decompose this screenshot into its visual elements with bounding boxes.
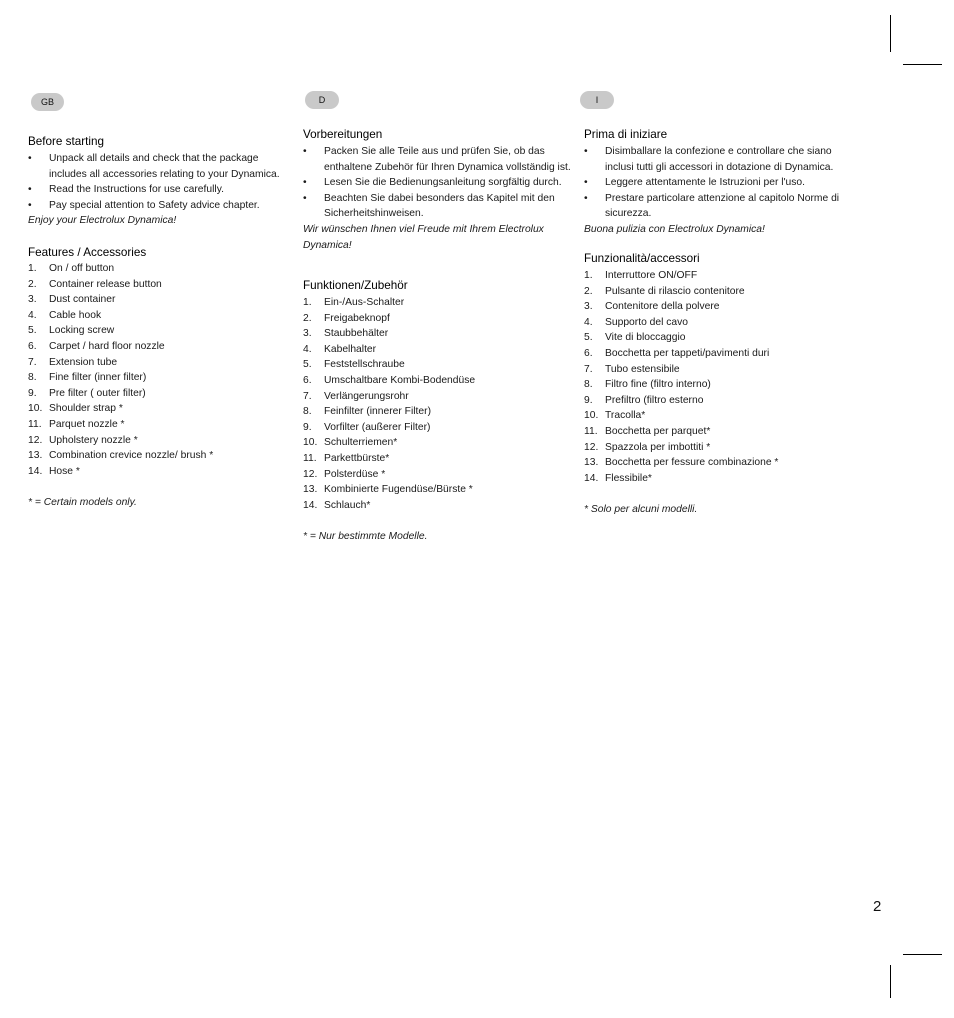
list-item: 3. Contenitore della polvere: [584, 301, 720, 313]
list-item: 4. Supporto del cavo: [584, 316, 689, 328]
list-item: 2. Freigabeknopf: [303, 312, 390, 324]
list-item: 9. Pre filter ( outer filter): [28, 387, 146, 399]
bullet-item: • Packen Sie alle Teile aus und prüfen Sie, ob das enthaltene Zubehör für Ihren Dynamica vollständig ist.: [303, 146, 571, 173]
bullet-item: • Lesen Sie die Bedienungsanleitung sorgfältig durch.: [303, 177, 562, 189]
enjoy-note: Enjoy your Electrolux Dynamica!: [28, 215, 177, 227]
enjoy-note: Wir wünschen Ihnen viel Freude mit Ihrem Electrolux Dynamica!: [303, 223, 544, 251]
list-item: 4. Cable hook: [28, 309, 102, 321]
bullet-item: • Unpack all details and check that the package includes all accessories relating to your Dynamica.: [28, 153, 280, 180]
before-starting-heading: Before starting: [28, 135, 105, 148]
features-heading: Features / Accessories: [28, 246, 147, 259]
list-item: 4. Kabelhalter: [303, 343, 377, 355]
list-item: 10. Shoulder strap *: [28, 403, 123, 415]
list-item: 3. Staubbehälter: [303, 328, 389, 340]
before-starting-list: [28, 151, 298, 229]
language-badge-d: D: [305, 91, 339, 109]
before-starting-list: [303, 144, 573, 253]
before-starting-list: [584, 144, 854, 238]
list-item: 11. Bocchetta per parquet*: [584, 425, 711, 437]
list-item: 6. Bocchetta per tappeti/pavimenti duri: [584, 347, 770, 359]
list-item: 2. Pulsante di rilascio contenitore: [584, 285, 745, 297]
list-item: 9. Prefiltro (filtro esterno: [584, 394, 704, 406]
features-heading: Funzionalità/accessori: [584, 252, 700, 265]
list-item: 5. Vite di bloccaggio: [584, 332, 686, 344]
crop-mark: [890, 15, 891, 52]
bullet-item: • Disimballare la confezione e controllare che siano inclusi tutti gli accessori in dotazione di Dynamica.: [584, 146, 834, 173]
enjoy-note: Buona pulizia con Electrolux Dynamica!: [584, 223, 765, 235]
crop-mark: [903, 954, 942, 955]
features-list: [28, 261, 298, 479]
list-item: 5. Locking screw: [28, 325, 115, 337]
bullet-item: • Pay special attention to Safety advice chapter.: [28, 199, 260, 211]
before-starting-heading: Vorbereitungen: [303, 128, 383, 141]
list-item: 6. Umschaltbare Kombi-Bodendüse: [303, 374, 476, 386]
list-item: 6. Carpet / hard floor nozzle: [28, 340, 165, 352]
list-item: 11. Parkettbürste*: [303, 452, 390, 464]
list-item: 14. Flessibile*: [584, 472, 652, 484]
before-starting-heading: Prima di iniziare: [584, 128, 668, 141]
list-item: 7. Verlängerungsrohr: [303, 390, 409, 402]
list-item: 1. On / off button: [28, 263, 115, 274]
list-item: 14. Schlauch*: [303, 499, 371, 511]
list-item: 13. Kombinierte Fugendüse/Bürste *: [303, 484, 473, 496]
list-item: 8. Feinfilter (innerer Filter): [303, 406, 431, 418]
features-heading: Funktionen/Zubehör: [303, 279, 408, 292]
list-item: 8. Filtro fine (filtro interno): [584, 379, 711, 391]
list-item: 14. Hose *: [28, 465, 80, 477]
bullet-item: • Prestare particolare attenzione al capitolo Norme di sicurezza.: [584, 192, 840, 220]
list-item: 11. Parquet nozzle *: [28, 418, 125, 430]
list-item: 12. Spazzola per imbottiti *: [584, 441, 711, 453]
list-item: 5. Feststellschraube: [303, 359, 405, 371]
language-badge-i: I: [580, 91, 614, 109]
features-list: [584, 268, 854, 486]
features-list: [303, 295, 573, 513]
models-note: * Solo per alcuni modelli.: [584, 504, 698, 515]
models-note: * = Nur bestimmte Modelle.: [303, 531, 428, 542]
list-item: 1. Ein-/Aus-Schalter: [303, 297, 405, 308]
list-item: 9. Vorfilter (außerer Filter): [303, 421, 431, 433]
bullet-item: • Beachten Sie dabei besonders das Kapitel mit den Sicherheitshinweisen.: [303, 192, 555, 220]
crop-mark: [890, 965, 891, 998]
list-item: 8. Fine filter (inner filter): [28, 372, 147, 384]
list-item: 13. Combination crevice nozzle/ brush *: [28, 450, 214, 462]
list-item: 13. Bocchetta per fessure combinazione *: [584, 457, 779, 469]
page-number: 2: [873, 898, 882, 915]
list-item: 12. Polsterdüse *: [303, 468, 386, 480]
list-item: 7. Tubo estensibile: [584, 363, 680, 375]
list-item: 10. Tracolla*: [584, 410, 646, 422]
bullet-item: • Leggere attentamente le Istruzioni per l'uso.: [584, 177, 806, 189]
list-item: 3. Dust container: [28, 294, 116, 306]
list-item: 10. Schulterriemen*: [303, 437, 398, 449]
list-item: 12. Upholstery nozzle *: [28, 434, 138, 446]
language-badge-gb: GB: [31, 93, 64, 111]
crop-mark: [903, 64, 942, 65]
list-item: 7. Extension tube: [28, 356, 118, 368]
bullet-item: • Read the Instructions for use carefully.: [28, 184, 224, 196]
list-item: 1. Interruttore ON/OFF: [584, 270, 698, 281]
list-item: 2. Container release button: [28, 278, 162, 290]
models-note: * = Certain models only.: [28, 497, 137, 508]
